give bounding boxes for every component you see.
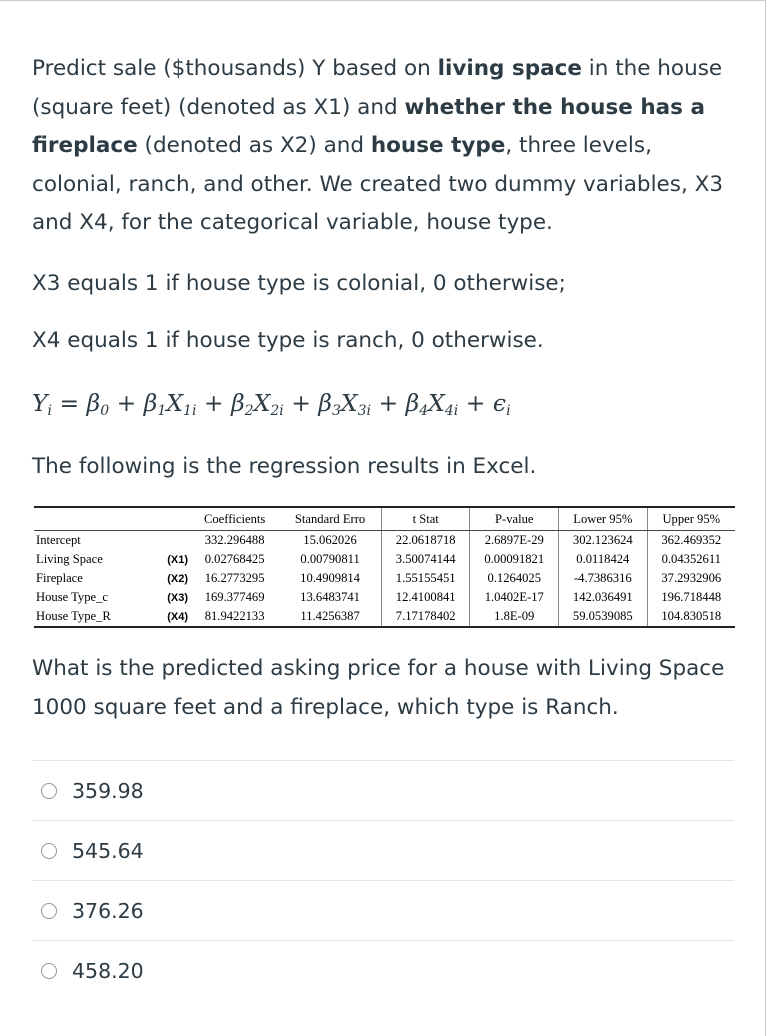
table-cell: 1.0402E-17 [470,588,559,607]
table-row [34,607,735,627]
table-cell: -4.7386316 [559,569,648,588]
radio-button[interactable] [41,783,57,799]
table-header-row [34,507,735,531]
table-cell: 12.4100841 [381,588,470,607]
radio-button[interactable] [41,903,57,919]
table-header: Coefficients [190,507,279,531]
x3-definition: X3 equals 1 if house type is colonial, 0 otherwise; [32,270,566,296]
table-cell: 0.00790811 [300,552,360,566]
table-row [34,569,735,588]
answer-option[interactable] [32,941,734,1000]
regression-formula: $Y_i = \beta_0 + \beta_1X_{1i} + \beta_2X_{2i} + \beta_3X_{3i} + \beta_4X_{4i} + \epsilon_i$ [32,388,511,419]
table-cell: 10.4909814 [300,571,360,585]
row-label: Intercept [36,533,81,547]
table-cell: 0.1264025 [470,569,559,588]
question-prompt: What is the predicted asking price for a house with Living Space 1000 square feet and a fireplace, which type is Ranch. [32,656,725,720]
table-cell: 0.04352611 [647,550,735,569]
table-header: P-value [470,507,559,531]
row-label: Living Space (X1) [36,552,188,566]
table-cell: 81.9422133 [204,609,265,623]
answer-label[interactable]: 545.64 [72,838,144,863]
table-cell: 15.062026 [303,533,357,547]
table-cell: 169.377469 [204,590,265,604]
answer-label[interactable]: 458.20 [72,958,144,983]
radio-button[interactable] [41,963,57,979]
answer-option[interactable] [32,881,734,941]
row-label: House Type_R (X4) [36,609,188,623]
table-cell: 1.8E-09 [470,607,559,627]
answer-list [32,760,734,1000]
radio-button[interactable] [41,843,57,859]
table-cell: 2.6897E-29 [470,531,559,551]
table-cell: 196.718448 [647,588,735,607]
table-header: t Stat [381,507,470,531]
table-cell: 302.123624 [559,531,648,551]
question-description: Predict sale ($thousands) Y based on living space in the house (square feet) (denoted as X1) and whether the house has a fireplace (denoted as X2) and house type, three levels, colonial, ranch, and other. We created two dummy variables, X3 and X4, for the categorical variable, house type. [32,56,724,235]
table-cell: 16.2773295 [204,571,265,585]
table-cell: 13.6483741 [300,590,360,604]
table-cell: 332.296488 [204,533,265,547]
table-cell: 59.0539085 [559,607,648,627]
table-cell: 142.036491 [559,588,648,607]
table-row [34,588,735,607]
x4-definition: X4 equals 1 if house type is ranch, 0 otherwise. [32,328,544,353]
table-cell: 11.4256387 [300,609,360,623]
table-cell: 3.50074144 [381,550,470,569]
table-row [34,550,735,569]
answer-label[interactable]: 359.98 [72,778,144,803]
answer-label[interactable]: 376.26 [72,898,144,923]
table-cell: 37.2932906 [647,569,735,588]
table-cell: 362.469352 [647,531,735,551]
table-header: Upper 95% [647,507,735,531]
question-content [32,50,732,727]
table-cell: 0.00091821 [470,550,559,569]
regression-table [34,506,735,628]
answer-option[interactable] [32,821,734,881]
table-cell: 0.0118424 [559,550,648,569]
table-cell: 1.55155451 [381,569,470,588]
table-cell: 104.830518 [647,607,735,627]
table-row [34,531,735,551]
answer-option[interactable] [32,761,734,821]
table-cell: 7.17178402 [381,607,470,627]
table-header: Lower 95% [559,507,648,531]
table-header [34,507,190,531]
table-cell: 22.0618718 [381,531,470,551]
table-intro: The following is the regression results in Excel. [32,453,537,479]
row-label: House Type_c (X3) [36,590,188,604]
row-label: Fireplace (X2) [36,571,188,585]
table-header: Standard Erro [279,507,381,531]
table-cell: 0.02768425 [204,552,265,566]
